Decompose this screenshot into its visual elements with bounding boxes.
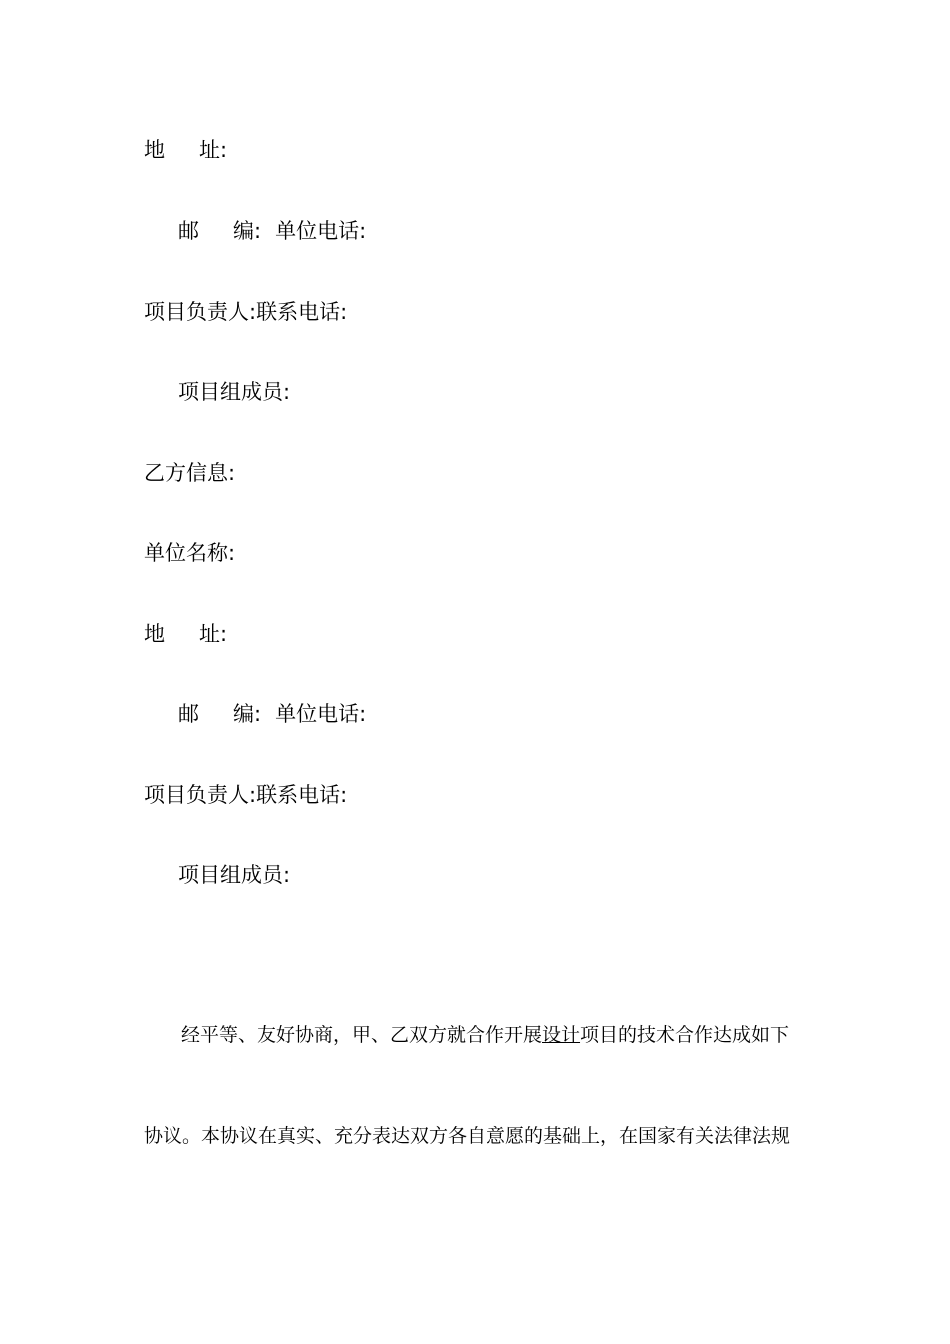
party-b-address-line xyxy=(144,620,227,648)
postcode-label-part1: 邮 xyxy=(178,702,199,726)
party-b-heading-text: 乙方信息: xyxy=(144,461,236,485)
postcode-label-part2: 编: xyxy=(233,702,262,726)
agreement-text-line2: 协议。本协议在真实、充分表达双方各自意愿的基础上，在国家有关法律法规 xyxy=(144,1125,791,1147)
party-b-unit-name-line xyxy=(144,539,235,567)
project-lead-label: 项目负责人:联系电话: xyxy=(144,300,348,324)
party-a-members-line xyxy=(178,378,290,406)
party-b-members-line xyxy=(178,861,290,889)
members-label: 项目组成员: xyxy=(178,380,291,404)
agreement-paragraph-line2 xyxy=(144,1123,790,1149)
party-a-address-line xyxy=(144,136,227,164)
party-b-heading xyxy=(144,459,235,487)
unit-phone-label: 单位电话: xyxy=(275,219,367,243)
agreement-text-after: 项目的技术合作达成如下 xyxy=(580,1024,790,1046)
party-b-project-lead-line xyxy=(144,781,347,809)
project-lead-label: 项目负责人: xyxy=(144,783,257,807)
address-label-part2: 址: xyxy=(199,138,228,162)
agreement-underlined-term: 设计 xyxy=(542,1024,581,1046)
agreement-paragraph-line1 xyxy=(181,1022,789,1048)
members-label: 项目组成员: xyxy=(178,863,291,887)
postcode-label-part2: 编: xyxy=(233,219,262,243)
party-a-postcode-line xyxy=(178,217,366,245)
address-label-part2: 址: xyxy=(199,622,228,646)
postcode-label-part1: 邮 xyxy=(178,219,199,243)
unit-name-label: 单位名称: xyxy=(144,541,236,565)
party-b-postcode-line xyxy=(178,700,366,728)
unit-phone-label: 单位电话: xyxy=(275,702,367,726)
address-label-part1: 地 xyxy=(144,138,165,162)
contact-phone-label: 联系电话: xyxy=(256,783,348,807)
agreement-text-before: 经平等、友好协商，甲、乙双方就合作开展 xyxy=(181,1024,543,1046)
party-a-project-lead-line xyxy=(144,298,347,326)
address-label-part1: 地 xyxy=(144,622,165,646)
